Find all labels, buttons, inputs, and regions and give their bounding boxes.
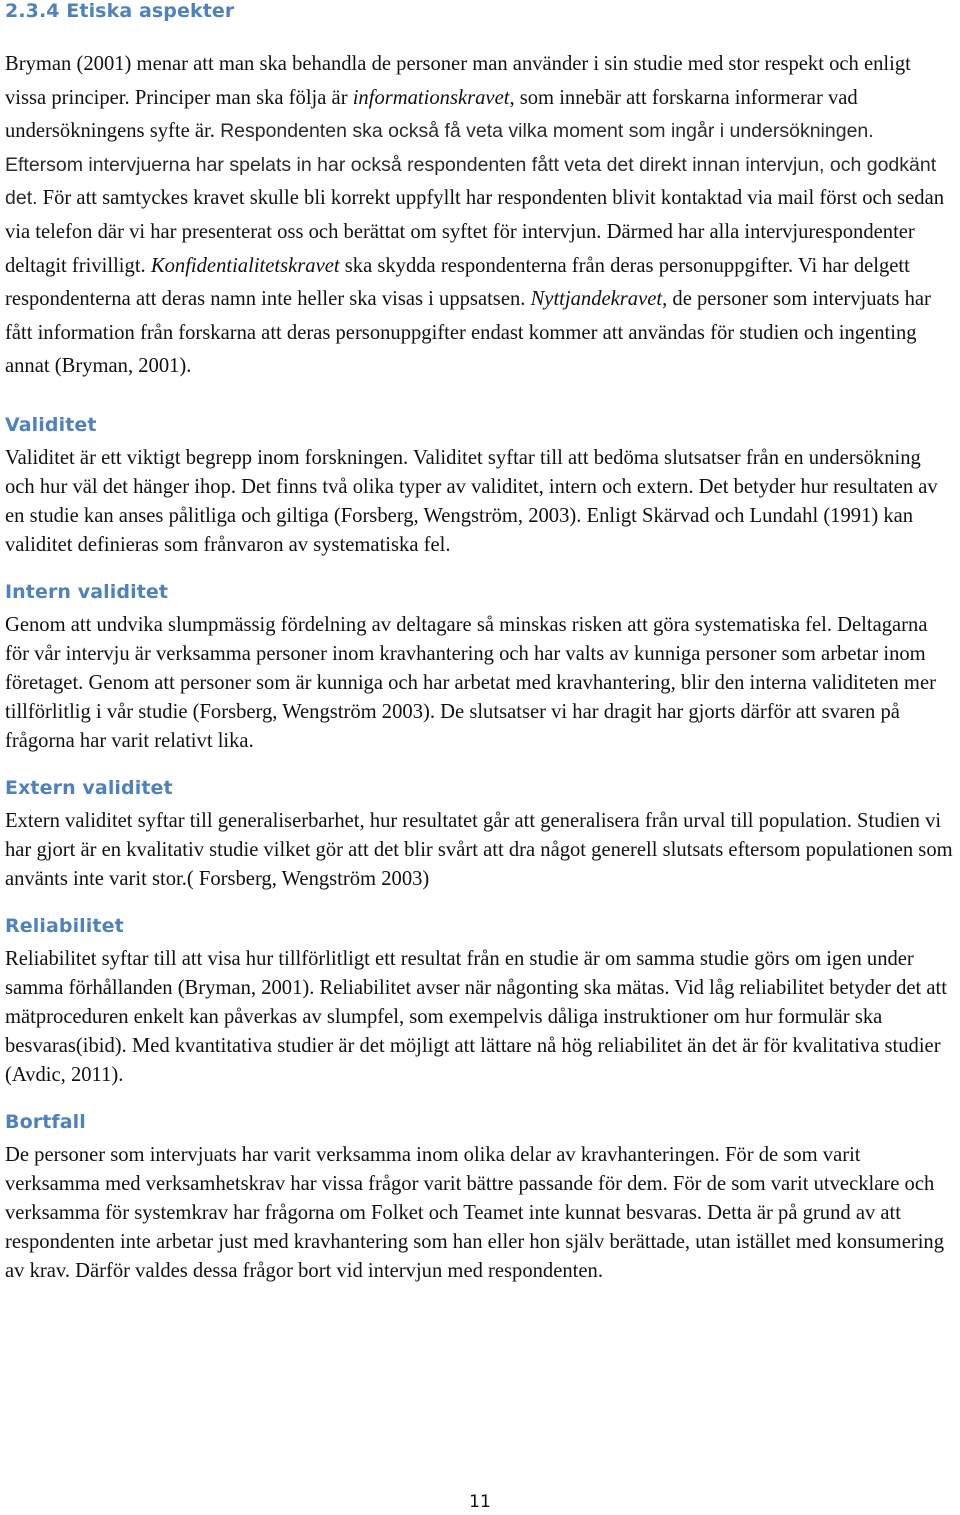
heading-validitet: Validitet bbox=[5, 413, 97, 436]
document-page bbox=[5, 0, 955, 1286]
heading-intern-validitet: Intern validitet bbox=[5, 580, 169, 603]
paragraph-bortfall: De personer som intervjuats har varit verksamma inom olika delar av kravhanteringen. För de som varit verksamma med verksamhetskrav har vissa frågor varit bättre passande för dem. För de som varit utvecklare och verksamma för systemkrav har frågorna om Folket och Teamet inte kunnat besvaras. Detta är på grund av att respondenten inte arbetar just med kravhantering som han eller hon själv berättade, utan istället med konsumering av krav. Därför valdes dessa frågor bort vid intervjun med respondenten. bbox=[5, 1143, 945, 1282]
section-heading-etiska-aspekter: 2.3.4 Etiska aspekter bbox=[5, 0, 235, 22]
etiska-text-5: ska skydda respondenterna från deras personuppgifter. Vi har delgett respondenterna att deras namn inte heller ska visas i uppsatsen. bbox=[5, 254, 910, 311]
paragraph-intern-validitet: Genom att undvika slumpmässig fördelning av deltagare så minskas risken att göra systematiska fel. Deltagarna för vår intervju är verksamma personer inom kravhantering och har valts av kunniga personer som arbetar inom företaget. Genom att personer som är kunniga och har arbetat med kravhantering, blir den interna validiteten mer tillförlitlig i vår studie (Forsberg, Wengström 2003). De slutsatser vi har dragit har gjorts därför att svaren på frågorna har varit relativt lika. bbox=[5, 613, 936, 752]
paragraph-validitet: Validitet är ett viktigt begrepp inom forskningen. Validitet syftar till att bedöma slutsatser från en undersökning och hur väl det hänger ihop. Det finns två olika typer av validitet, intern och extern. Det betyder hur resultaten av en studie kan anses pålitliga och giltiga (Forsberg, Wengström, 2003). Enligt Skärvad och Lundahl (1991) kan validitet definieras som frånvaron av systematiska fel. bbox=[5, 446, 938, 556]
etiska-text-4: För att samtyckes kravet skulle bli korrekt uppfyllt har respondenten blivit kontaktad via mail först och sedan via telefon där vi har presenterat oss och berättat om syftet för intervjun. Därmed har alla intervjurespondenter deltagit frivilligt. bbox=[5, 187, 945, 277]
etiska-term-informationskravet: informationskravet bbox=[352, 86, 510, 109]
heading-extern-validitet: Extern validitet bbox=[5, 776, 173, 799]
etiska-text-3: Respondenten ska också få veta vilka moment som ingår i undersökningen. Eftersom intervjuerna har spelats in har också respondenten fått veta det direkt innan intervjun, och godkänt det. bbox=[5, 120, 937, 210]
page-number: 11 bbox=[469, 1492, 491, 1512]
paragraph-etiska-aspekter bbox=[5, 48, 955, 384]
paragraph-reliabilitet: Reliabilitet syftar till att visa hur tillförlitligt ett resultat från en studie är om samma studie görs om igen under samma förhållanden (Bryman, 2001). Reliabilitet avser när någonting ska mätas. Vid låg reliabilitet betyder det att mätproceduren enkelt kan påverkas av slumpfel, som exempelvis dåliga instruktioner om hur formulär ska besvaras(ibid). Med kvantitativa studier är det möjligt att lättare nå hög reliabilitet än det är för kvalitativa studier (Avdic, 2011). bbox=[5, 947, 947, 1086]
etiska-text-2: , som innebär att forskarna informerar vad undersökningens syfte är. bbox=[5, 86, 858, 143]
heading-bortfall: Bortfall bbox=[5, 1110, 86, 1133]
etiska-text-6: , de personer som intervjuats har fått information från forskarna att deras personuppgifter endast kommer att användas för studien och ingenting annat (Bryman, 2001). bbox=[5, 288, 931, 378]
etiska-term-nyttjandekravet: Nyttjandekravet bbox=[530, 288, 663, 311]
etiska-text-1: Bryman (2001) menar att man ska behandla de personer man använder i sin studie med stor respekt och enligt vissa principer. Principer man ska följa är bbox=[5, 53, 911, 109]
paragraph-extern-validitet: Extern validitet syftar till generaliserbarhet, hur resultatet går att generalisera från urval till population. Studien vi har gjort är en kvalitativ studie vilket gör att det blir svårt att dra något generell slutsats eftersom populationen som använts inte varit stor.( Forsberg, Wengström 2003) bbox=[5, 809, 953, 890]
heading-reliabilitet: Reliabilitet bbox=[5, 914, 124, 937]
etiska-term-konfidentialitetskravet: Konfidentialitetskravet bbox=[150, 254, 340, 277]
